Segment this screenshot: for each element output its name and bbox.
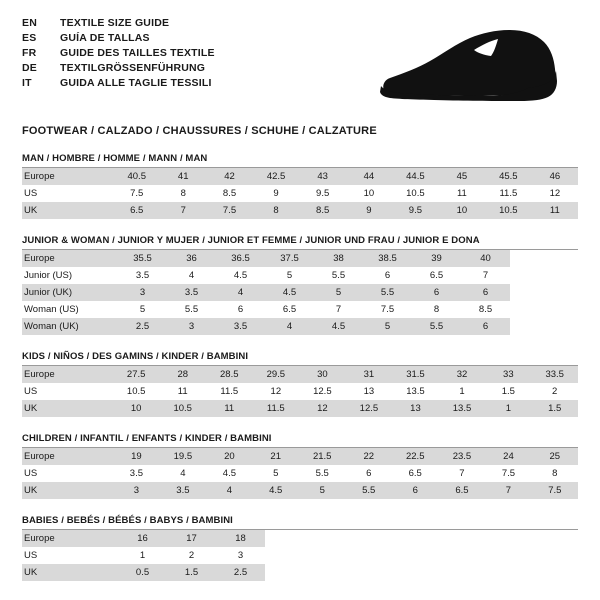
language-code: FR	[22, 47, 37, 59]
cell: 35.5	[118, 250, 167, 267]
language-row-en	[22, 16, 215, 30]
cell: 27.5	[113, 366, 160, 383]
cell: 7	[314, 301, 363, 318]
table-row	[22, 318, 510, 335]
cell: 1.5	[167, 564, 216, 581]
cell: 24	[485, 448, 531, 465]
cell: 2	[167, 547, 216, 564]
cell: 3.5	[216, 318, 265, 335]
cell: 41	[160, 168, 206, 185]
cell: 8	[253, 202, 300, 219]
cell: 33	[485, 366, 531, 383]
cell: 30	[299, 366, 346, 383]
language-code: DE	[22, 62, 37, 74]
table-row	[22, 547, 265, 564]
table-row	[22, 383, 578, 400]
cell: 42.5	[253, 168, 300, 185]
cell: 4	[216, 284, 265, 301]
cell: 11	[532, 202, 578, 219]
cell: 3	[216, 547, 265, 564]
cell: 44.5	[392, 168, 439, 185]
cell: 6.5	[265, 301, 314, 318]
cell: 5.5	[314, 267, 363, 284]
language-code: IT	[22, 77, 32, 89]
cell: 21	[253, 448, 299, 465]
cell: 1	[485, 400, 531, 417]
cell: 4.5	[265, 284, 314, 301]
table-row	[22, 448, 578, 465]
cell: 4.5	[314, 318, 363, 335]
section-title: KIDS / NIÑOS / DES GAMINS / KINDER / BAMBINI	[22, 351, 578, 366]
cell: 36	[167, 250, 216, 267]
cell: 3	[167, 318, 216, 335]
cell: 6	[216, 301, 265, 318]
size-table-junior-woman	[22, 250, 510, 335]
cell: 4	[265, 318, 314, 335]
table-row	[22, 185, 578, 202]
section-title: BABIES / BEBÉS / BÉBÉS / BABYS / BAMBINI	[22, 515, 578, 530]
cell: 5	[253, 465, 299, 482]
size-table-babies	[22, 530, 265, 581]
language-title: TEXTILGRÖSSENFÜHRUNG	[60, 62, 206, 74]
table-row	[22, 400, 578, 417]
cell: 29.5	[253, 366, 300, 383]
cell: 4	[206, 482, 252, 499]
language-row-fr	[22, 46, 215, 60]
cell: 4.5	[216, 267, 265, 284]
cell: 38.5	[363, 250, 412, 267]
cell: 10	[439, 202, 485, 219]
row-label: Europe	[22, 530, 118, 547]
section-children	[22, 433, 578, 499]
table-row	[22, 284, 510, 301]
row-label: US	[22, 383, 113, 400]
cell: 20	[206, 448, 252, 465]
cell: 10.5	[485, 202, 532, 219]
cell: 10.5	[392, 185, 439, 202]
language-row-it	[22, 76, 215, 90]
cell: 12.5	[299, 383, 346, 400]
cell: 12	[532, 185, 578, 202]
cell: 28.5	[206, 366, 253, 383]
cell: 6	[363, 267, 412, 284]
cell: 40.5	[113, 168, 160, 185]
cell: 11.5	[206, 383, 253, 400]
cell: 32	[439, 366, 486, 383]
language-title: GUÍA DE TALLAS	[60, 32, 150, 44]
cell: 5	[118, 301, 167, 318]
cell: 36.5	[216, 250, 265, 267]
cell: 31	[346, 366, 393, 383]
cell: 2	[531, 383, 578, 400]
row-label: UK	[22, 564, 118, 581]
cell: 11	[206, 400, 253, 417]
cell: 33.5	[531, 366, 578, 383]
language-title: GUIDA ALLE TAGLIE TESSILI	[60, 77, 212, 89]
section-title: JUNIOR & WOMAN / JUNIOR Y MUJER / JUNIOR ET FEMME / JUNIOR UND FRAU / JUNIOR E DONA	[22, 235, 578, 250]
cell: 7.5	[113, 185, 160, 202]
cell: 11	[439, 185, 485, 202]
cell: 8	[532, 465, 578, 482]
section-babies	[22, 515, 578, 581]
cell: 5	[265, 267, 314, 284]
cell: 3	[118, 284, 167, 301]
cell: 1.5	[531, 400, 578, 417]
cell: 4	[167, 267, 216, 284]
cell: 45.5	[485, 168, 532, 185]
table-row	[22, 366, 578, 383]
cell: 22	[346, 448, 392, 465]
cell: 5.5	[412, 318, 461, 335]
cell: 19	[113, 448, 159, 465]
row-label: Europe	[22, 168, 113, 185]
row-label: Junior (US)	[22, 267, 118, 284]
cell: 3.5	[118, 267, 167, 284]
cell: 8	[412, 301, 461, 318]
language-title: GUIDE DES TAILLES TEXTILE	[60, 47, 215, 59]
row-label: Woman (UK)	[22, 318, 118, 335]
row-label: Europe	[22, 448, 113, 465]
table-row	[22, 530, 265, 547]
cell: 5	[314, 284, 363, 301]
row-label: Europe	[22, 250, 118, 267]
cell: 12	[253, 383, 300, 400]
cell: 46	[532, 168, 578, 185]
cell: 5.5	[167, 301, 216, 318]
table-row	[22, 465, 578, 482]
cell: 28	[159, 366, 206, 383]
table-row	[22, 168, 578, 185]
cell: 7	[461, 267, 510, 284]
table-row	[22, 564, 265, 581]
cell: 5.5	[346, 482, 392, 499]
cell: 8	[160, 185, 206, 202]
cell: 5.5	[363, 284, 412, 301]
section-title: CHILDREN / INFANTIL / ENFANTS / KINDER / BAMBINI	[22, 433, 578, 448]
cell: 7	[160, 202, 206, 219]
table-row	[22, 202, 578, 219]
row-label: Europe	[22, 366, 113, 383]
row-label: Junior (UK)	[22, 284, 118, 301]
row-label: US	[22, 465, 113, 482]
table-row	[22, 482, 578, 499]
cell: 39	[412, 250, 461, 267]
row-label: Woman (US)	[22, 301, 118, 318]
language-row-de	[22, 61, 215, 75]
size-table-man	[22, 168, 578, 219]
cell: 5.5	[299, 465, 346, 482]
cell: 9.5	[392, 202, 439, 219]
cell: 43	[299, 168, 345, 185]
cell: 7	[485, 482, 531, 499]
cell: 9.5	[299, 185, 345, 202]
table-row	[22, 267, 510, 284]
row-label: US	[22, 547, 118, 564]
cell: 25	[532, 448, 578, 465]
cell: 11.5	[485, 185, 532, 202]
cell: 38	[314, 250, 363, 267]
cell: 13.5	[392, 383, 439, 400]
cell: 21.5	[299, 448, 346, 465]
cell: 19.5	[160, 448, 207, 465]
cell: 3	[113, 482, 159, 499]
cell: 11.5	[253, 400, 300, 417]
section-junior-woman	[22, 235, 578, 335]
cell: 40	[461, 250, 510, 267]
cell: 12.5	[346, 400, 393, 417]
language-code: EN	[22, 17, 37, 29]
cell: 6	[461, 284, 510, 301]
row-label: UK	[22, 482, 113, 499]
cell: 7.5	[206, 202, 252, 219]
cell: 2.5	[118, 318, 167, 335]
section-man	[22, 153, 578, 219]
section-kids	[22, 351, 578, 417]
row-label: US	[22, 185, 113, 202]
cell: 16	[118, 530, 167, 547]
cell: 18	[216, 530, 265, 547]
cell: 6.5	[392, 465, 439, 482]
cell: 6.5	[113, 202, 160, 219]
cell: 1	[439, 383, 486, 400]
row-label: UK	[22, 400, 113, 417]
cell: 4.5	[253, 482, 299, 499]
size-table-kids	[22, 366, 578, 417]
cell: 45	[439, 168, 485, 185]
cell: 2.5	[216, 564, 265, 581]
cell: 7.5	[532, 482, 578, 499]
header	[22, 16, 578, 111]
cell: 3.5	[160, 482, 207, 499]
cell: 13	[392, 400, 439, 417]
cell: 7	[439, 465, 486, 482]
cell: 6	[392, 482, 439, 499]
cell: 13.5	[439, 400, 486, 417]
cell: 10	[346, 185, 392, 202]
cell: 1.5	[485, 383, 531, 400]
cell: 10.5	[159, 400, 206, 417]
cell: 8.5	[206, 185, 252, 202]
cell: 1	[118, 547, 167, 564]
size-table-children	[22, 448, 578, 499]
language-list	[22, 16, 215, 90]
row-label: UK	[22, 202, 113, 219]
footwear-category-title: FOOTWEAR / CALZADO / CHAUSSURES / SCHUHE / CALZATURE	[22, 125, 377, 137]
cell: 4	[160, 465, 207, 482]
section-title: MAN / HOMBRE / HOMME / MANN / MAN	[22, 153, 578, 168]
language-code: ES	[22, 32, 37, 44]
cell: 13	[346, 383, 393, 400]
cell: 6	[346, 465, 392, 482]
cell: 3.5	[113, 465, 159, 482]
cell: 5	[363, 318, 412, 335]
cell: 6.5	[412, 267, 461, 284]
cell: 31.5	[392, 366, 439, 383]
language-row-es	[22, 31, 215, 45]
cell: 9	[346, 202, 392, 219]
dress-shoe-icon	[378, 28, 558, 111]
cell: 6	[412, 284, 461, 301]
cell: 0.5	[118, 564, 167, 581]
cell: 37.5	[265, 250, 314, 267]
cell: 17	[167, 530, 216, 547]
cell: 4.5	[206, 465, 252, 482]
cell: 44	[346, 168, 392, 185]
table-row	[22, 250, 510, 267]
table-row	[22, 301, 510, 318]
cell: 42	[206, 168, 252, 185]
cell: 8.5	[299, 202, 345, 219]
cell: 22.5	[392, 448, 439, 465]
cell: 23.5	[439, 448, 486, 465]
cell: 7.5	[485, 465, 531, 482]
cell: 9	[253, 185, 300, 202]
cell: 11	[159, 383, 206, 400]
cell: 6.5	[439, 482, 486, 499]
cell: 3.5	[167, 284, 216, 301]
cell: 12	[299, 400, 346, 417]
cell: 8.5	[461, 301, 510, 318]
cell: 5	[299, 482, 346, 499]
cell: 7.5	[363, 301, 412, 318]
language-title: TEXTILE SIZE GUIDE	[60, 17, 170, 29]
cell: 10.5	[113, 383, 160, 400]
cell: 6	[461, 318, 510, 335]
cell: 10	[113, 400, 160, 417]
